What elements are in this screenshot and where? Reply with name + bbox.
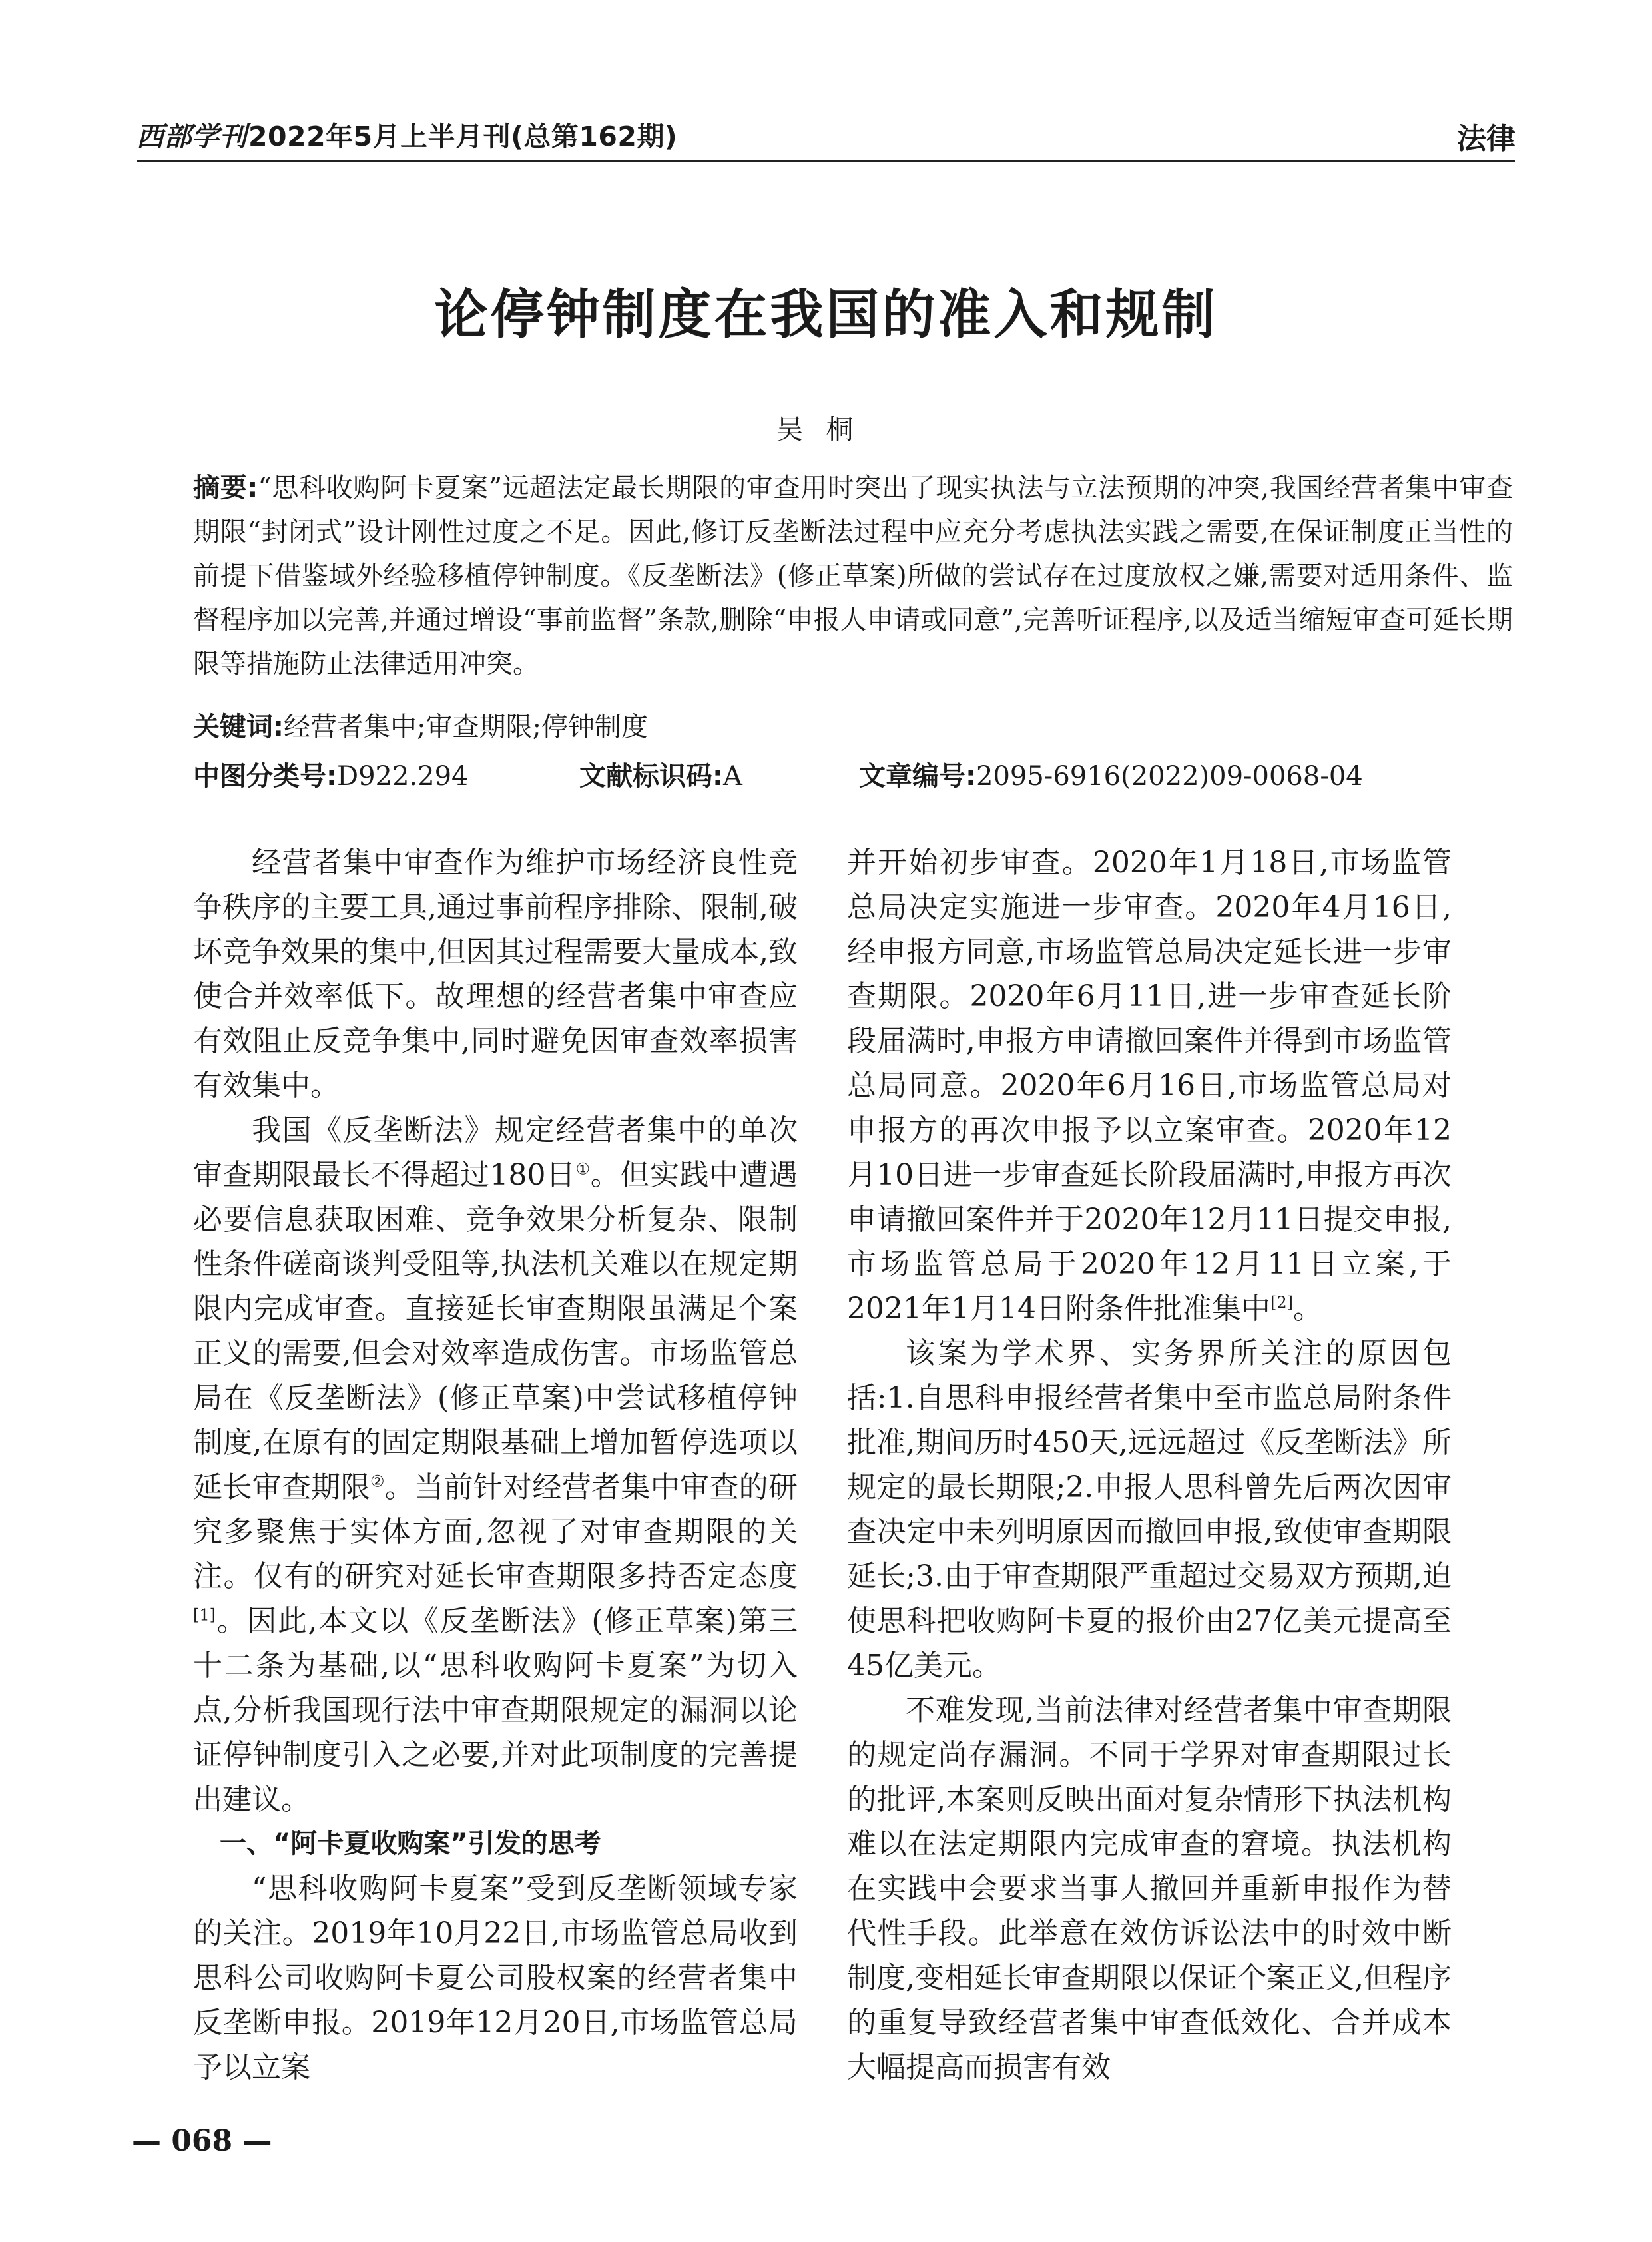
abstract [193,466,1513,686]
journal-issue [137,115,677,154]
paragraph: 不难发现,当前法律对经营者集中审查期限的规定尚存漏洞。不同于学界对审查期限过长的批评,本案则反映出面对复杂情形下执法机构难以在法定期限内完成审查的窘境。执法机构在实践中会要求当事人撤回并重新申报作为替代性手段。此举意在效仿诉讼法中的时效中断制度,变相延长审查期限以保证个案正义,但程序的重复导致经营者集中审查低效化、合并成本大幅提高而损害有效 [847,1693,1452,2084]
article-value: 2095-6916(2022)09-0068-04 [976,761,1363,792]
footnote-marker: ① [575,1159,591,1179]
issue-label: 2022年5月上半月刊(总第162期) [248,121,678,152]
clc-value: D922.294 [337,761,469,792]
paragraph: 经营者集中审查作为维护市场经济良性竞争秩序的主要工具,通过事前程序排除、限制,破坏竞争效果的集中,但因其过程需要大量成本,致使合并效率低下。故理想的经营者集中审查应有效阻止反竞争集中,同时避免因审查效率损害有效集中。 [193,846,798,1103]
paragraph [847,840,1452,1331]
doc-code [579,755,742,793]
paragraph: “思科收购阿卡夏案”受到反垄断领域专家的关注。2019年10月22日,市场监管总局收到思科公司收购阿卡夏公司股权案的经营者集中反垄断申报。2019年12月20日,市场监管总局予以立案 [193,1872,798,2084]
article-label: 文章编号: [859,761,976,792]
citation-marker: [2] [1270,1293,1293,1312]
section-heading: 一、“阿卡夏收购案”引发的思考 [220,1828,601,1859]
doc-label: 文献标识码: [579,761,723,792]
text-run: 。但实践中遭遇必要信息获取困难、竞争效果分析复杂、限制性条件磋商谈判受阻等,执法机关难以在规定期限内完成审查。直接延长审查期限虽满足个案正义的需要,但会对效率造成伤害。市场监管总局在《反垄断法》(修正草案)中尝试移植停钟制度,在原有的固定期限基础上增加暂停选项以延长审查期限 [193,1158,798,1504]
header-rule [137,160,1515,162]
keywords [193,706,648,744]
keywords-text: 经营者集中;审查期限;停钟制度 [284,712,648,742]
paragraph: 该案为学术界、实务界所关注的原因包括:1.自思科申报经营者集中至市监总局附条件批准,期间历时450天,远远超过《反垄断法》所规定的最长期限;2.申报人思科曾先后两次因审查决定中未列明原因而撤回申报,致使审查期限延长;3.由于审查期限严重超过交易双方预期,迫使思科把收购阿卡夏的报价由27亿美元提高至45亿美元。 [847,1336,1452,1683]
author-name: 吴桐 [776,414,876,445]
citation-marker: [1] [193,1605,216,1625]
text-run: 我国《反垄断法》规定经营者集中的单次审查期限最长不得超过180日 [193,1113,798,1192]
journal-logo: 西部学刊 [137,121,247,152]
text-run: 。因此,本文以《反垄断法》(修正草案)第三十二条为基础,以“思科收购阿卡夏案”为切入点,分析我国现行法中审查期限规定的漏洞以论证停钟制度引入之必要,并对此项制度的完善提出建议。 [193,1604,798,1817]
keywords-label: 关键词: [193,712,284,742]
page-number: — 068 — [132,2124,272,2158]
clc-number [193,755,468,793]
clc-label: 中图分类号: [193,761,337,792]
article-number [859,755,1363,793]
text-run: 。当前针对经营者集中审查的研究多聚焦于实体方面,忽视了对审查期限的关注。仅有的研究对延长审查期限多持否定态度 [193,1470,798,1593]
left-column [193,840,798,2090]
text-run: 。 [1292,1292,1322,1326]
text-run: 并开始初步审查。2020年1月18日,市场监管总局决定实施进一步审查。2020年4月16日,经申报方同意,市场监管总局决定延长进一步审查期限。2020年6月11日,进一步审查延长阶段届满时,申报方申请撤回案件并得到市场监管总局同意。2020年6月16日,市场监管总局对申报方的再次申报予以立案审查。2020年12月10日进一步审查延长阶段届满时,申报方再次申请撤回案件并于2020年12月11日提交申报,市场监管总局于2020年12月11日立案,于2021年1月14日附条件批准集中 [847,846,1452,1326]
right-column [847,840,1452,2090]
section-label: 法律 [1457,122,1515,156]
footnote-marker: ② [370,1472,385,1491]
running-header [137,112,1515,164]
paragraph [193,1108,798,1822]
article-title: 论停钟制度在我国的准入和规制 [434,283,1218,346]
abstract-text: “思科收购阿卡夏案”远超法定最长期限的审查用时突出了现实执法与立法预期的冲突,我国经营者集中审查期限“封闭式”设计刚性过度之不足。因此,修订反垄断法过程中应充分考虑执法实践之需要,在保证制度正当性的前提下借鉴域外经验移植停钟制度。《反垄断法》(修正草案)所做的尝试存在过度放权之嫌,需要对适用条件、监督程序加以完善,并通过增设“事前监督”条款,删除“申报人申请或同意”,完善听证程序,以及适当缩短审查可延长期限等措施防止法律适用冲突。 [193,473,1513,679]
abstract-label: 摘要: [193,473,258,503]
doc-value: A [723,761,742,792]
